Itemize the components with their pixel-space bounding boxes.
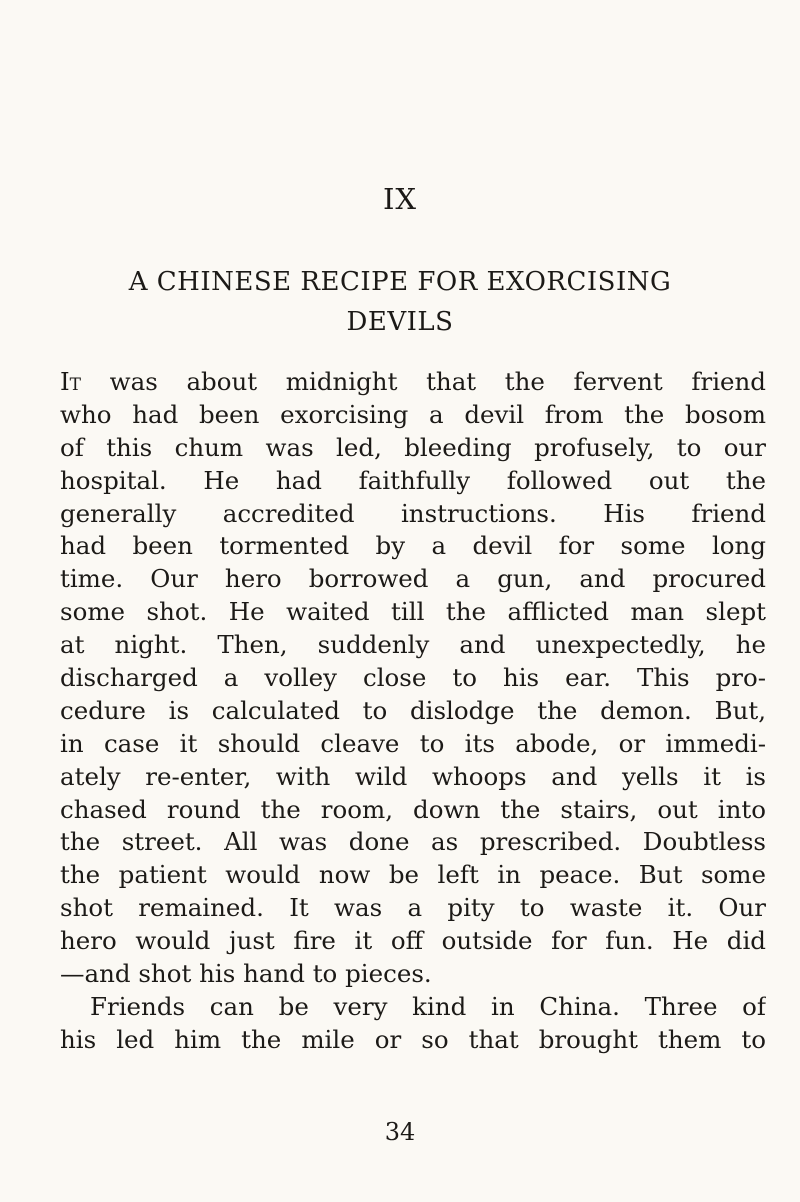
- chapter-title-line: DEVILS: [346, 307, 454, 337]
- text-line: the street. All was done as prescribed. Doubtless: [60, 827, 766, 857]
- body-text: [60, 366, 766, 1057]
- chapter-number: IX: [382, 182, 418, 216]
- text-line: had been tormented by a devil for some long: [60, 531, 766, 561]
- text-line: —and shot his hand to pieces.: [60, 959, 432, 989]
- text-line: cedure is calculated to dislodge the demon. But,: [60, 695, 766, 725]
- page-number: 34: [384, 1118, 416, 1146]
- text-line: [60, 366, 766, 399]
- text-line: time. Our hero borrowed a gun, and procured: [60, 564, 766, 594]
- text-line: of this chum was led, bleeding profusely, to our: [60, 432, 766, 462]
- text-line-rest: was about midnight that the fervent friend: [81, 367, 766, 396]
- text-line: who had been exorcising a devil from the bosom: [60, 399, 766, 429]
- text-line: hero would just fire it off outside for fun. He did: [60, 926, 766, 956]
- text-line: at night. Then, suddenly and unexpectedly, he: [60, 630, 766, 660]
- text-line: generally accredited instructions. His friend: [60, 498, 766, 528]
- text-line: chased round the room, down the stairs, out into: [60, 794, 766, 824]
- text-line: shot remained. It was a pity to waste it. Our: [60, 893, 766, 923]
- text-line: hospital. He had faithfully followed out the: [60, 465, 766, 495]
- text-line: the patient would now be left in peace. But some: [60, 860, 766, 890]
- text-line: some shot. He waited till the afflicted man slept: [60, 597, 766, 627]
- text-line: discharged a volley close to his ear. This pro-: [60, 663, 766, 693]
- text-line: his led him the mile or so that brought them to: [60, 1024, 766, 1054]
- chapter-title-line: A CHINESE RECIPE FOR EXORCISING: [128, 267, 672, 297]
- text-line: in case it should cleave to its abode, or immedi-: [60, 728, 766, 758]
- text-line: ately re-enter, with wild whoops and yells it is: [60, 761, 766, 791]
- chapter-title: [60, 262, 740, 342]
- text-line: Friends can be very kind in China. Three of: [90, 991, 766, 1021]
- opening-word: It: [60, 367, 82, 396]
